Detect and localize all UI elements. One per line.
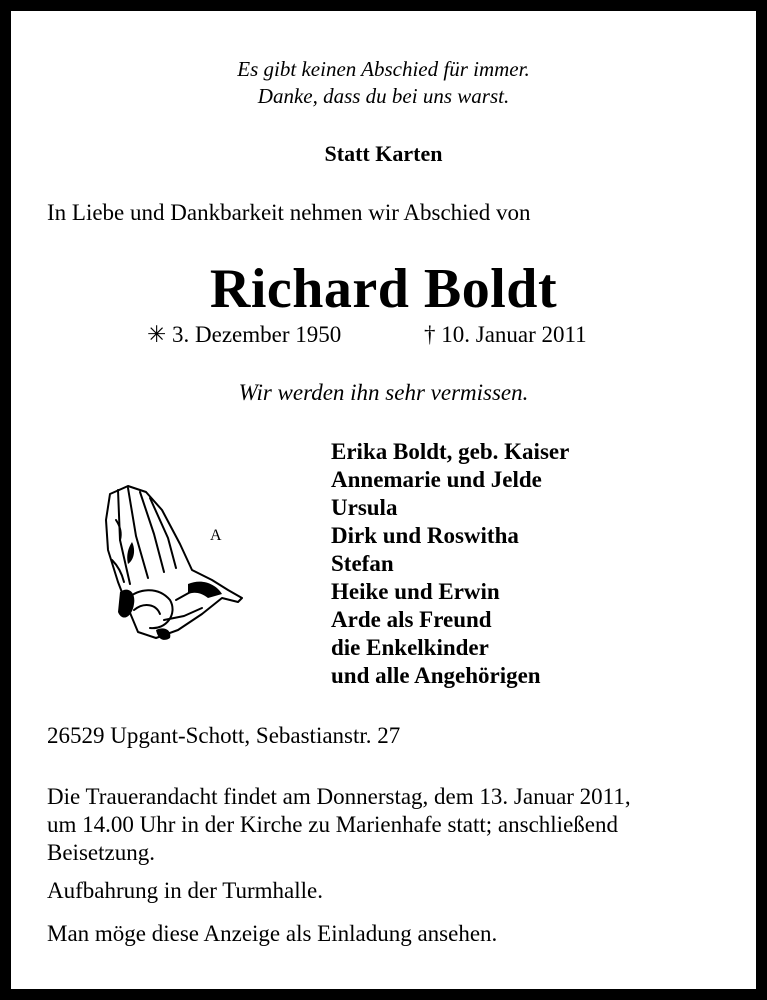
- birth-symbol: ✳: [147, 322, 167, 347]
- praying-hands-icon: [98, 480, 248, 650]
- address: 26529 Upgant-Schott, Sebastianstr. 27: [47, 723, 401, 748]
- service-line-1: Die Trauerandacht findet am Donnerstag, dem 13. Januar 2011,: [47, 784, 631, 809]
- service-info: [47, 783, 631, 867]
- artist-signature: A: [210, 527, 222, 544]
- intro-text: In Liebe und Dankbarkeit nehmen wir Abschied von: [47, 200, 531, 225]
- motto-line-2: Danke, dass du bei uns warst.: [257, 84, 510, 108]
- deceased-name: Richard Boldt: [209, 258, 558, 320]
- mourner-line: die Enkelkinder: [331, 635, 489, 660]
- miss-line: Wir werden ihn sehr vermissen.: [238, 380, 529, 405]
- mourner-line: und alle Angehörigen: [331, 663, 541, 688]
- death-date-text: 10. Januar 2011: [441, 322, 587, 347]
- mourner-line: Erika Boldt, geb. Kaiser: [331, 439, 570, 464]
- mourner-line: Stefan: [331, 551, 394, 576]
- motto-line-1: Es gibt keinen Abschied für immer.: [237, 57, 530, 81]
- birth-date: [147, 322, 341, 348]
- motto: [0, 56, 767, 110]
- mourner-line: Annemarie und Jelde: [331, 467, 542, 492]
- death-symbol: †: [424, 322, 436, 347]
- mourner-line: Dirk und Roswitha: [331, 523, 519, 548]
- mourner-line: Ursula: [331, 495, 398, 520]
- statt-karten: Statt Karten: [324, 141, 443, 166]
- mourner-line: Heike und Erwin: [331, 579, 500, 604]
- service-line-3: Beisetzung.: [47, 840, 155, 865]
- death-date: [424, 322, 587, 348]
- mourner-line: Arde als Freund: [331, 607, 492, 632]
- viewing-info: Aufbahrung in der Turmhalle.: [47, 878, 323, 903]
- service-line-2: um 14.00 Uhr in der Kirche zu Marienhafe statt; anschließend: [47, 812, 618, 837]
- mourners-list: [331, 438, 569, 690]
- birth-date-text: 3. Dezember 1950: [172, 322, 342, 347]
- invitation-note: Man möge diese Anzeige als Einladung ansehen.: [47, 921, 498, 946]
